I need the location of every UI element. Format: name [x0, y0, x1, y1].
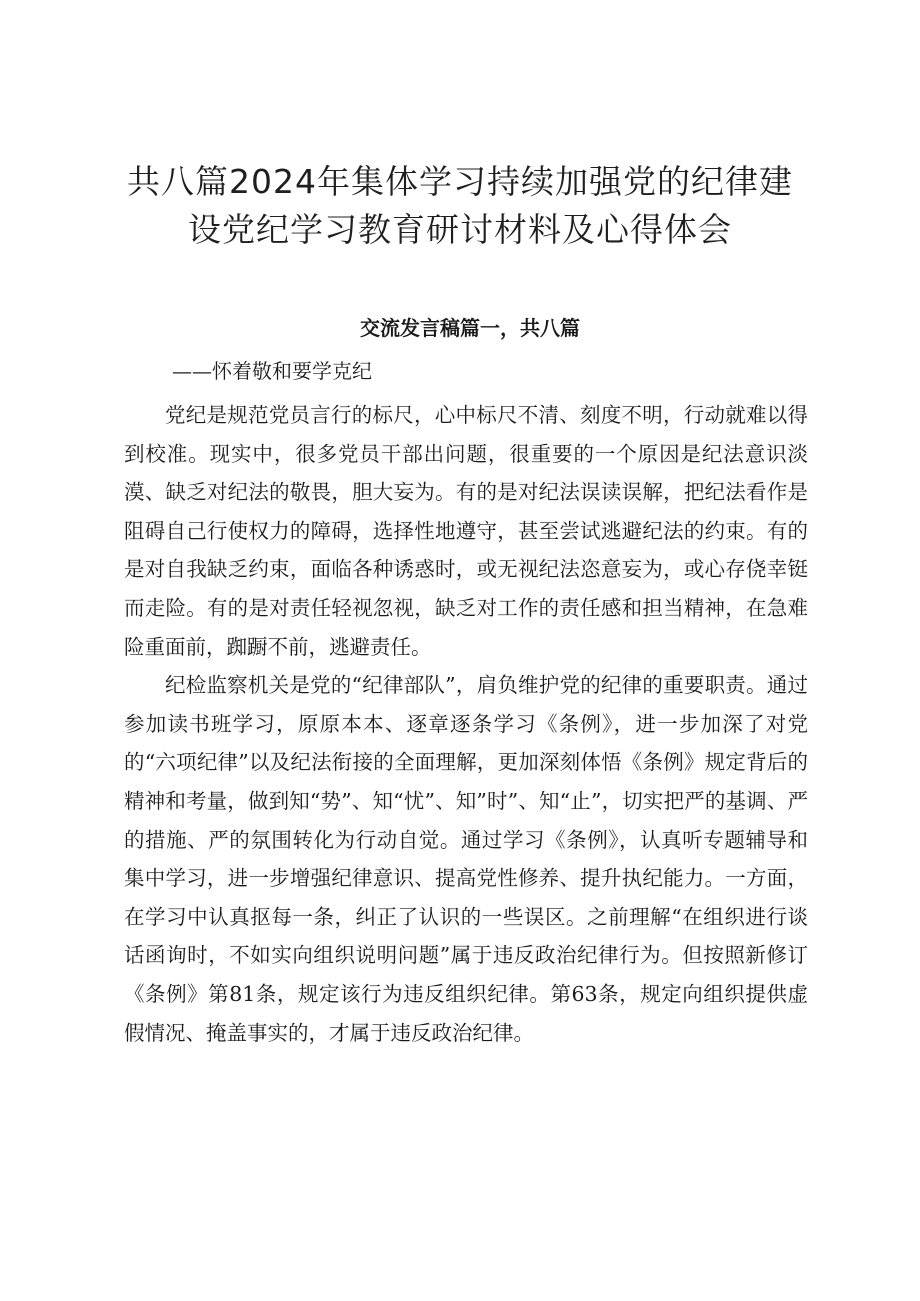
body-text: [124, 396, 808, 1052]
section-subtitle: ——怀着敬和要学克纪: [172, 359, 372, 383]
document-title: 共八篇2024年集体学习持续加强党的纪律建设党纪学习教育研讨材料及心得体会: [127, 162, 793, 249]
paragraph: 党纪是规范党员言行的标尺，心中标尺不清、刻度不明，行动就难以得到校准。现实中，很多党员干部出问题，很重要的一个原因是纪法意识淡漠、缺乏对纪法的敬畏，胆大妄为。有的是对纪法误读误解，把纪法看作是阻碍自己行使权力的障碍，选择性地遵守，甚至尝试逃避纪法的约束。有的是对自我缺乏约束，面临各种诱惑时，或无视纪法恣意妄为，或心存侥幸铤而走险。有的是对责任轻视忽视，缺乏对工作的责任感和担当精神，在急难险重面前，踟蹰不前，逃避责任。: [124, 403, 808, 659]
section-heading: 交流发言稿篇一，共八篇: [360, 316, 580, 340]
paragraph: 纪检监察机关是党的“纪律部队”，肩负维护党的纪律的重要职责。通过参加读书班学习，原原本本、逐章逐条学习《条例》，进一步加深了对党的“六项纪律”以及纪法衔接的全面理解，更加深刻体悟《条例》规定背后的精神和考量，做到知“势”、知“忧”、知”时”、知“止”，切实把严的基调、严的措施、严的氛围转化为行动自觉。通过学习《条例》，认真听专题辅导和集中学习，进一步增强纪律意识、提高党性修养、提升执纪能力。一方面，在学习中认真抠每一条，纠正了认识的一些误区。之前理解“在组织进行谈话函询时，不如实向组织说明问题”属于违反政治纪律行为。但按照新修订《条例》第81条，规定该行为违反组织纪律。第63条，规定向组织提供虚假情况、掩盖事实的，才属于违反政治纪律。: [124, 673, 808, 1045]
